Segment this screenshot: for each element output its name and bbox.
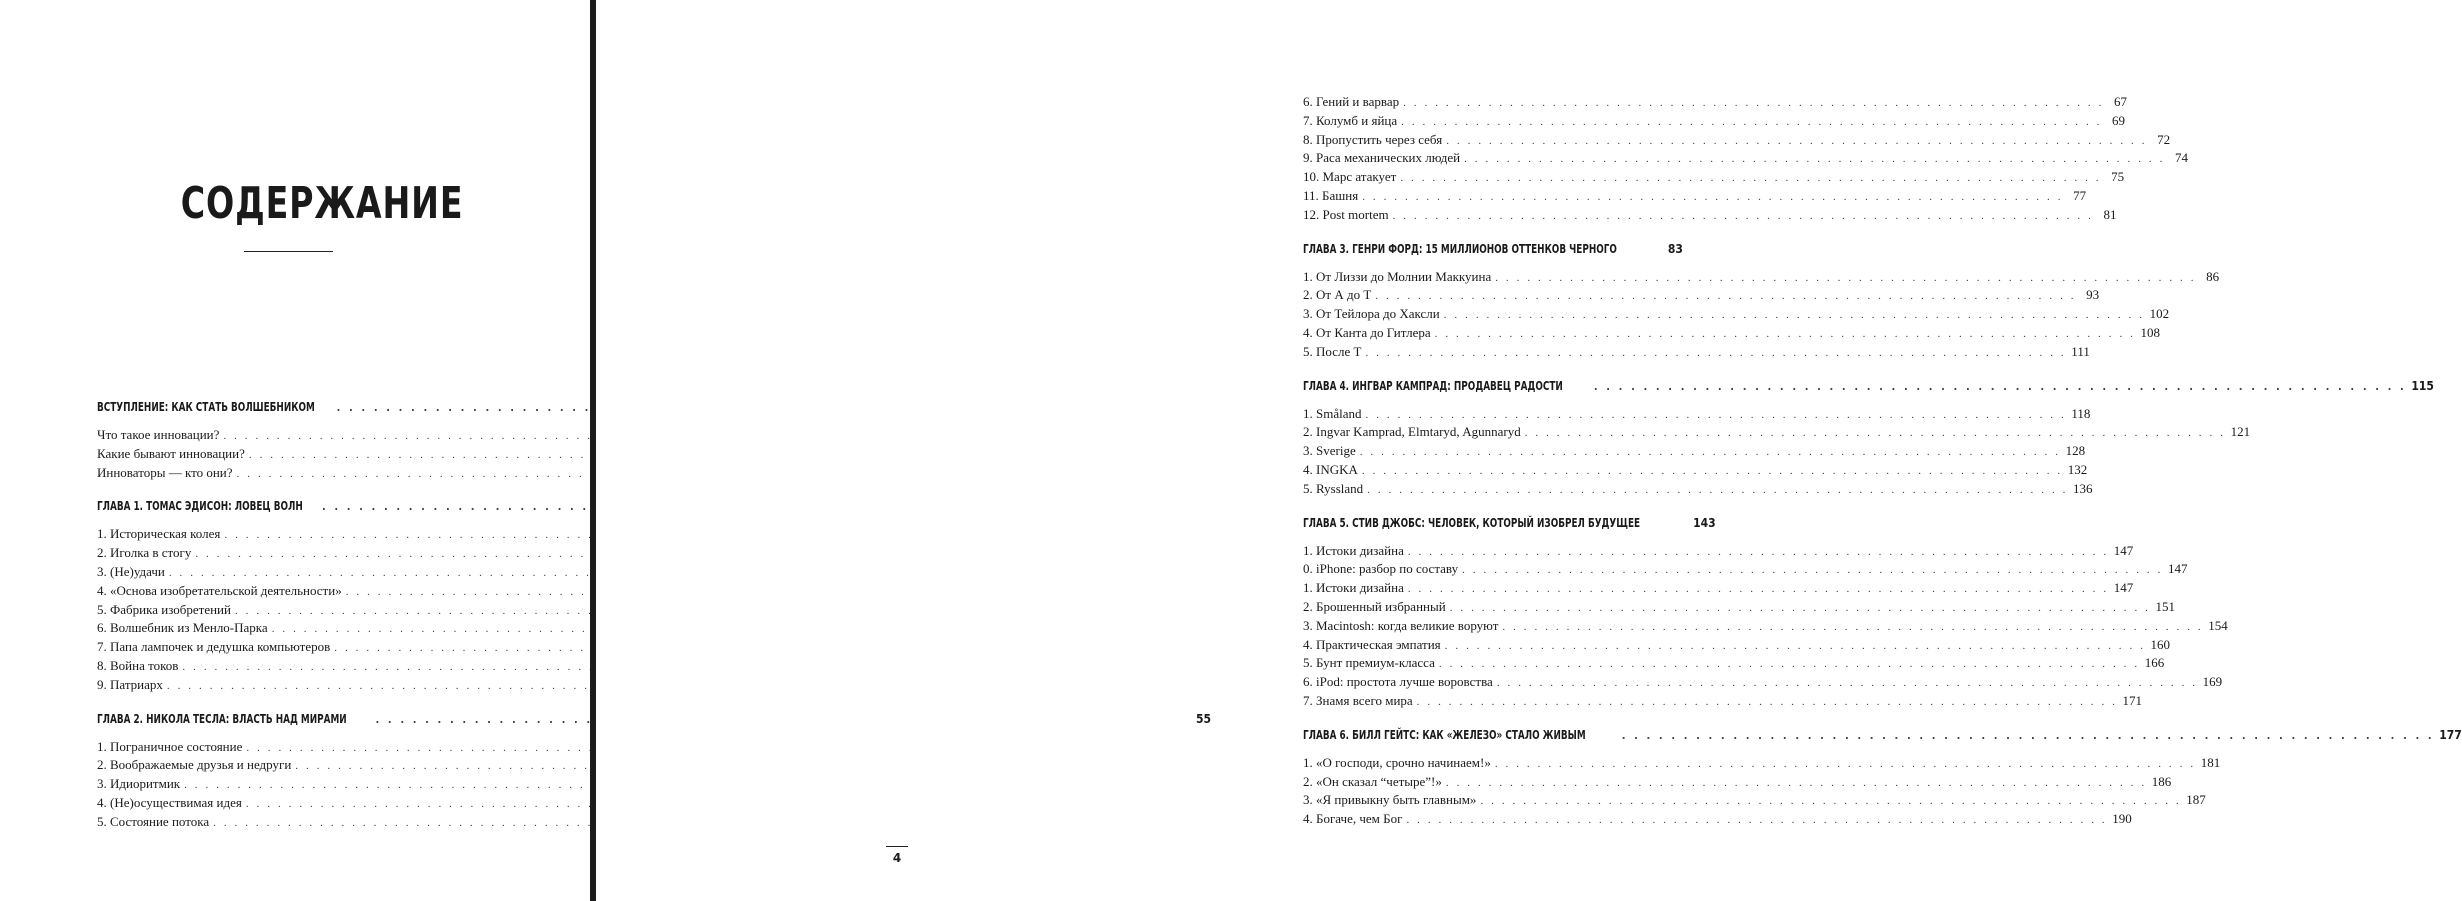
dot-leader (1435, 328, 2136, 340)
toc-entry-title: Инноваторы — кто они? (97, 464, 233, 480)
toc-page-number: 177 (2439, 727, 2462, 742)
dot-leader (1525, 427, 2226, 439)
toc-entry[interactable] (1303, 206, 2117, 226)
toc-entry[interactable] (97, 658, 469, 677)
toc-entry-title: 1. Историческая колея (97, 526, 221, 542)
toc-entry-title: 10. Марс атакует (1303, 169, 1397, 185)
toc-entry-title: ГЛАВА 5. СТИВ ДЖОБС: ЧЕЛОВЕК, КОТОРЫЙ ИЗОБРЕЛ БУДУЩЕЕ (1303, 515, 1641, 530)
toc-entry-title: 3. От Тейлора до Хаксли (1303, 306, 1440, 322)
toc-entry-title: 8. Пропустить через себя (1303, 131, 1443, 147)
toc-entry[interactable] (97, 446, 469, 465)
toc-page-number: 154 (2208, 617, 2228, 633)
toc-entry-title: 9. Патриарх (97, 676, 163, 692)
toc-page-number: 166 (2144, 655, 2165, 671)
dot-leader (1450, 602, 2151, 614)
toc-entry[interactable] (1303, 580, 2134, 599)
toc-entry[interactable] (1303, 94, 2127, 113)
toc-entry[interactable] (1303, 287, 2100, 306)
toc-entry[interactable] (97, 739, 469, 758)
dot-leader (1417, 696, 2118, 708)
toc-entry-title: ГЛАВА 4. ИНГВАР КАМПРАД: ПРОДАВЕЦ РАДОСТИ (1303, 378, 1563, 393)
toc-entry-title: 6. iPod: простота лучше воровства (1303, 674, 1493, 690)
toc-entry-title: ГЛАВА 2. НИКОЛА ТЕСЛА: ВЛАСТЬ НАД МИРАМИ (97, 711, 347, 726)
toc-entry[interactable] (1303, 598, 2176, 618)
toc-chapter-heading[interactable] (1303, 378, 2434, 399)
toc-page-number: 143 (1693, 515, 1716, 530)
toc-entry-title: 7. Папа лампочек и дедушка компьютеров (97, 639, 331, 655)
toc-entry-title: 8. Война токов (97, 657, 179, 673)
toc-entry-title: 2. Брошенный избранный (1303, 598, 1446, 614)
dot-leader (1439, 658, 2140, 670)
toc-entry-title: 2. «Он сказал “четыре”!» (1303, 773, 1442, 789)
toc-entry-title: 4. INGKA (1303, 461, 1358, 477)
toc-entry-title: Какие бывают инновации? (97, 445, 245, 461)
toc-right-column (1303, 94, 2462, 830)
title-underline (244, 251, 333, 252)
toc-page-number: 108 (2140, 324, 2160, 340)
heading-gap (1303, 262, 1675, 269)
toc-entry-title: 7. Колумб и яйца (1303, 112, 1398, 128)
section-gap (97, 696, 469, 712)
dot-leader (1393, 210, 2094, 222)
dot-leader (1444, 309, 2145, 321)
toc-entry-title: 3. «Я привыкну быть главным» (1303, 792, 1477, 808)
toc-entry[interactable] (1303, 542, 2134, 562)
toc-entry[interactable] (1303, 306, 2170, 325)
dot-leader (1360, 446, 2061, 458)
dot-leader (1362, 191, 2063, 203)
dot-leader (1408, 546, 2109, 558)
toc-entry[interactable] (1303, 324, 2160, 344)
toc-page-number: 128 (2065, 443, 2086, 459)
left-page (0, 0, 1212, 901)
toc-entry-title: 1. Småland (1303, 405, 1362, 421)
dot-leader (1408, 583, 2109, 595)
toc-entry-title: 2. Ingvar Kamprad, Elmtaryd, Agunnaryd (1303, 424, 1521, 440)
dot-leader (1403, 97, 2104, 109)
toc-entry-title: 9. Раса механических людей (1303, 150, 1461, 166)
toc-entry[interactable] (1303, 268, 2220, 288)
toc-entry[interactable] (97, 602, 469, 621)
dot-leader (1495, 758, 2196, 770)
toc-entry[interactable] (1303, 112, 2125, 132)
toc-entry-title: 3. (Не)удачи (97, 563, 165, 579)
toc-page-number: 72 (2157, 131, 2171, 147)
toc-entry-title: 3. Macintosh: когда великие воруют (1303, 617, 1499, 633)
toc-entry-title: 1. Пограничное состояние (97, 738, 243, 754)
toc-entry[interactable] (1303, 561, 2188, 580)
heading-gap (1303, 536, 1675, 543)
toc-page-number: 181 (2200, 754, 2221, 770)
toc-chapter-heading[interactable] (97, 400, 469, 420)
toc-page-number: 151 (2155, 598, 2176, 614)
toc-entry[interactable] (97, 583, 469, 602)
dot-leader (1445, 640, 2146, 652)
section-gap (1303, 226, 1675, 242)
toc-page-number: 187 (2186, 792, 2206, 808)
toc-entry-title: 4. Богаче, чем Бог (1303, 811, 1403, 827)
toc-entry[interactable] (1303, 692, 2143, 712)
toc-page-number: 118 (2071, 405, 2091, 421)
toc-entry[interactable] (1303, 169, 2125, 188)
toc-entry[interactable] (1303, 461, 2088, 481)
toc-page-number: 147 (2113, 580, 2134, 596)
toc-chapter-heading[interactable] (1303, 727, 2462, 748)
dot-leader (1464, 153, 2165, 165)
dot-leader (1594, 380, 2407, 393)
toc-page-number: 55 (1196, 711, 1212, 726)
toc-page-number: 93 (2086, 287, 2100, 303)
heading-gap (97, 732, 469, 739)
toc-page-number: 77 (2073, 187, 2087, 203)
toc-entry-title: 5. Ryssland (1303, 480, 1364, 496)
dot-leader (1462, 564, 2163, 576)
toc-entry[interactable] (1303, 405, 2091, 425)
toc-chapter-heading[interactable] (97, 499, 469, 519)
heading-gap (97, 519, 469, 526)
dot-leader (1400, 172, 2101, 184)
dot-leader (1401, 116, 2102, 128)
toc-entry-title: 5. Фабрика изобретений (97, 601, 231, 617)
toc-entry[interactable] (97, 526, 469, 545)
toc-entry[interactable] (1303, 773, 2172, 793)
toc-entry-title: Что такое инновации? (97, 427, 220, 442)
page-title: СОДЕРЖАНИЕ (180, 178, 464, 229)
toc-page-number: 136 (2073, 480, 2093, 496)
toc-page-number: 147 (2113, 542, 2134, 558)
toc-entry-title: ГЛАВА 1. ТОМАС ЭДИСОН: ЛОВЕЦ ВОЛН (97, 499, 303, 514)
toc-entry-title: 5. Состояние потока (97, 813, 210, 829)
toc-entry-title: 0. iPhone: разбор по составу (1303, 561, 1459, 577)
dot-leader (1446, 135, 2147, 147)
dot-leader (1495, 272, 2196, 284)
toc-entry[interactable] (1303, 480, 2093, 500)
heading-gap (97, 420, 469, 427)
toc-entry-title: ГЛАВА 3. ГЕНРИ ФОРД: 15 МИЛЛИОНОВ ОТТЕНКОВ ЧЕРНОГО (1303, 241, 1617, 256)
dot-leader (1406, 814, 2107, 826)
dot-leader (1375, 290, 2076, 302)
toc-entry-title: ВСТУПЛЕНИЕ: КАК СТАТЬ ВОЛШЕБНИКОМ (97, 400, 315, 414)
toc-chapter-heading[interactable] (97, 711, 1212, 732)
toc-page-number: 190 (2112, 811, 2132, 827)
toc-entry[interactable] (1303, 343, 2090, 363)
toc-entry[interactable] (97, 757, 469, 776)
toc-entry[interactable] (1303, 424, 2251, 443)
section-gap (1303, 712, 1675, 728)
toc-entry[interactable] (1303, 792, 2206, 811)
toc-entry[interactable] (1303, 150, 2188, 169)
page-number: 4 (892, 851, 902, 865)
toc-entry[interactable] (1303, 636, 2171, 656)
heading-gap (1303, 748, 1675, 755)
toc-entry[interactable] (1303, 131, 2171, 151)
toc-entry[interactable] (1303, 187, 2087, 207)
toc-page-number: 160 (2150, 636, 2171, 652)
toc-page-number: 102 (2149, 306, 2170, 322)
toc-entry[interactable] (97, 677, 469, 696)
toc-page-number: 67 (2113, 94, 2127, 109)
toc-page-number: 169 (2202, 674, 2223, 690)
toc-entry-title: 4. От Канта до Гитлера (1303, 324, 1431, 340)
toc-entry[interactable] (97, 465, 469, 484)
toc-page-number: 75 (2111, 169, 2125, 185)
section-gap (97, 483, 469, 499)
dot-leader (1362, 465, 2063, 477)
dot-leader (1502, 621, 2203, 633)
dot-leader (1480, 795, 2181, 807)
toc-entry-title: 2. Воображаемые друзья и недруги (97, 757, 292, 773)
toc-page-number: 69 (2112, 112, 2125, 128)
toc-page-number: 147 (2167, 561, 2188, 577)
toc-entry-title: 11. Башня (1303, 187, 1359, 203)
dot-leader (1367, 484, 2068, 496)
toc-entry-title: 1. Истоки дизайна (1303, 580, 1404, 596)
toc-page-number: 81 (2103, 206, 2117, 222)
toc-page-number: 115 (2411, 378, 2434, 393)
toc-entry[interactable] (97, 545, 469, 564)
toc-entry-title: 3. Sverige (1303, 443, 1356, 459)
toc-entry-title: 1. Истоки дизайна (1303, 542, 1404, 558)
toc-entry-title: 4. Практическая эмпатия (1303, 636, 1441, 652)
dot-leader (1365, 347, 2066, 359)
toc-entry[interactable] (97, 639, 469, 658)
dot-leader (1446, 777, 2147, 789)
toc-left-column (97, 400, 1212, 833)
toc-chapter-heading[interactable] (1303, 515, 1716, 536)
toc-entry-title: 2. От А до Т (1303, 287, 1372, 303)
toc-page-number: 132 (2067, 461, 2088, 477)
toc-chapter-heading[interactable] (1303, 241, 1683, 262)
toc-entry[interactable] (97, 564, 469, 583)
toc-entry[interactable] (1303, 754, 2221, 774)
dot-leader (1622, 729, 2435, 742)
toc-entry[interactable] (97, 776, 469, 795)
toc-page-number: 83 (1667, 241, 1683, 256)
toc-entry[interactable] (97, 795, 469, 814)
toc-entry[interactable] (1303, 811, 2132, 830)
toc-page-number: 121 (2230, 424, 2251, 440)
toc-entry-title: 7. Знамя всего мира (1303, 692, 1413, 708)
toc-page-number: 171 (2122, 692, 2143, 708)
toc-entry[interactable] (1303, 674, 2223, 693)
toc-entry[interactable] (1303, 443, 2086, 462)
toc-page-number: 86 (2206, 268, 2220, 284)
toc-entry[interactable] (97, 427, 469, 446)
toc-page-number: 186 (2151, 773, 2172, 789)
toc-entry-title: 3. Идиоритмик (97, 776, 181, 792)
page-number-rule (886, 846, 908, 847)
heading-gap (1303, 399, 1675, 406)
toc-entry[interactable] (97, 814, 469, 833)
toc-entry-title: 2. Иголка в стогу (97, 545, 192, 561)
toc-entry[interactable] (1303, 617, 2228, 637)
toc-entry[interactable] (1303, 655, 2165, 674)
toc-entry-title: 6. Гений и варвар (1303, 94, 1400, 109)
toc-entry-title: 5. После Т (1303, 343, 1362, 359)
section-gap (1303, 363, 1675, 379)
dot-leader (1497, 677, 2198, 689)
toc-entry[interactable] (97, 620, 469, 639)
toc-entry-title: 4. «Основа изобретательской деятельности» (97, 582, 342, 598)
toc-page-number: 111 (2071, 343, 2090, 359)
toc-entry-title: ГЛАВА 6. БИЛЛ ГЕЙТС: КАК «ЖЕЛЕЗО» СТАЛО ЖИВЫМ (1303, 727, 1586, 742)
toc-entry-title: 6. Волшебник из Менло-Парка (97, 620, 268, 636)
toc-entry-title: 12. Post mortem (1303, 206, 1389, 222)
toc-page-number: 74 (2174, 150, 2188, 166)
toc-entry-title: 1. От Лиззи до Молнии Маккуина (1303, 268, 1492, 284)
toc-entry-title: 1. «О господи, срочно начинаем!» (1303, 754, 1491, 770)
toc-entry-title: 4. (Не)осуществимая идея (97, 794, 242, 810)
toc-entry-title: 5. Бунт премиум-класса (1303, 655, 1435, 671)
section-gap (1303, 500, 1675, 516)
dot-leader (1366, 409, 2067, 421)
